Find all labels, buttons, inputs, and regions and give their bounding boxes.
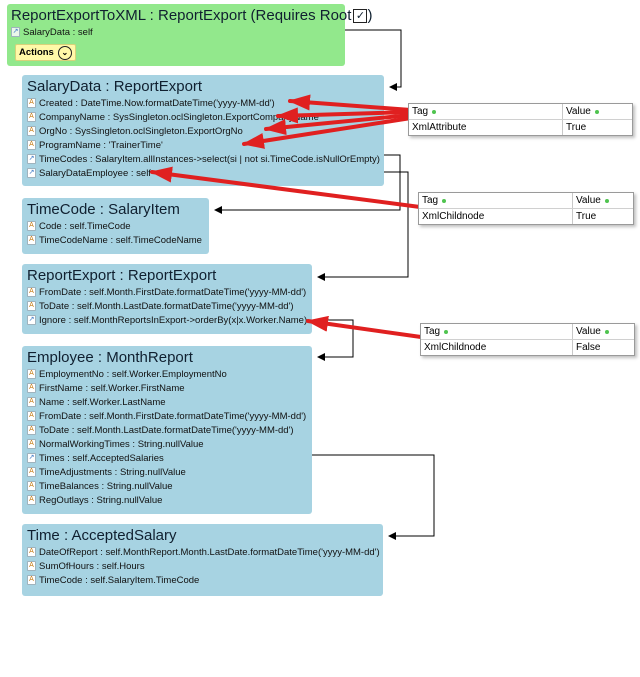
attribute-icon: A xyxy=(27,575,36,585)
requires-root-checkbox[interactable]: ✓ xyxy=(353,9,367,23)
attribute-icon: A xyxy=(27,221,36,231)
value-cell: False xyxy=(576,342,601,353)
root-class-title-text: ReportExportToXML : ReportExport (Requires Root xyxy=(11,7,352,24)
value-header-label: Value xyxy=(576,326,601,337)
attr-label: TimeBalances : String.nullValue xyxy=(39,480,173,492)
tagged-value-table-xmlattribute[interactable] xyxy=(408,103,633,136)
attr-label: Ignore : self.MonthReportsInExport->orderBy(x|x.Worker.Name) xyxy=(39,314,308,326)
filter-dot-icon xyxy=(605,199,609,203)
red-arrow-created xyxy=(290,101,411,110)
red-arrow-salarydataemployee xyxy=(152,172,420,207)
attr-label: Times : self.AcceptedSalaries xyxy=(39,452,164,464)
attribute-icon: A xyxy=(27,235,36,245)
connector-root-to-salarydata xyxy=(345,30,401,87)
attribute-icon: A xyxy=(27,98,36,108)
attribute-icon: A xyxy=(27,467,36,477)
attribute-icon: A xyxy=(27,287,36,297)
connector-salarydataemployee-to-reportexport xyxy=(318,172,408,277)
time-class-title: Time : AcceptedSalary xyxy=(27,527,177,544)
attr-label: EmploymentNo : self.Worker.EmploymentNo xyxy=(39,368,227,380)
reportexport-class-title: ReportExport : ReportExport xyxy=(27,267,217,284)
table-row[interactable] xyxy=(409,120,632,135)
tagged-value-table-xmlchildnode-true[interactable] xyxy=(418,192,634,225)
value-column-header xyxy=(563,104,599,119)
tag-cell: XmlAttribute xyxy=(409,120,563,135)
attribute-icon: A xyxy=(27,425,36,435)
value-header-label: Value xyxy=(566,106,591,117)
attribute-icon: A xyxy=(27,112,36,122)
value-column-header xyxy=(573,324,609,339)
table-row[interactable] xyxy=(419,209,633,224)
tag-column-header xyxy=(419,193,573,208)
link-attribute-icon: ↗ xyxy=(28,155,35,162)
attr-label: SalaryDataEmployee : self xyxy=(39,167,151,179)
value-header-label: Value xyxy=(576,195,601,206)
tag-header-label: Tag xyxy=(424,326,441,337)
attr-label: OrgNo : SysSingleton.oclSingleton.ExportOrgNo xyxy=(39,125,243,137)
filter-dot-icon xyxy=(595,110,599,114)
timecode-class-title: TimeCode : SalaryItem xyxy=(27,201,180,218)
link-attribute-icon: ↗ xyxy=(28,454,35,461)
tag-header-label: Tag xyxy=(422,195,439,206)
filter-dot-icon xyxy=(444,330,448,334)
attr-label: Created : DateTime.Now.formatDateTime('yyyy-MM-dd') xyxy=(39,97,275,109)
attribute-icon: A xyxy=(27,126,36,136)
table-row[interactable] xyxy=(421,340,634,355)
attribute-icon: A xyxy=(27,383,36,393)
attr-label: ToDate : self.Month.LastDate.formatDateTime('yyyy-MM-dd') xyxy=(39,424,294,436)
link-attribute-icon: ↗ xyxy=(28,169,35,176)
tag-cell: XmlChildnode xyxy=(421,340,573,355)
root-attr-label: SalaryData : self xyxy=(23,26,93,38)
attribute-icon: A xyxy=(27,397,36,407)
attr-label: CompanyName : SysSingleton.oclSingleton.ExportCompanyName xyxy=(39,111,319,123)
attr-label: TimeAdjustments : String.nullValue xyxy=(39,466,186,478)
chevron-down-icon: ⌄ xyxy=(58,46,72,60)
tag-header-label: Tag xyxy=(412,106,429,117)
attr-label: TimeCodeName : self.TimeCodeName xyxy=(39,234,202,246)
tag-column-header xyxy=(409,104,563,119)
attribute-icon: A xyxy=(27,369,36,379)
filter-dot-icon xyxy=(442,199,446,203)
attribute-icon: A xyxy=(27,481,36,491)
employee-class-title: Employee : MonthReport xyxy=(27,349,193,366)
tag-column-header xyxy=(421,324,573,339)
tag-cell: XmlChildnode xyxy=(419,209,573,224)
attribute-icon: A xyxy=(27,411,36,421)
attr-label: Name : self.Worker.LastName xyxy=(39,396,166,408)
filter-dot-icon xyxy=(605,330,609,334)
connector-times-to-time xyxy=(312,455,434,536)
link-attribute-icon: ↗ xyxy=(28,316,35,323)
attr-label: FromDate : self.Month.FirstDate.formatDateTime('yyyy-MM-dd') xyxy=(39,410,307,422)
root-class-title-close: ) xyxy=(367,7,373,24)
attr-label: TimeCode : self.SalaryItem.TimeCode xyxy=(39,574,200,586)
attr-label: TimeCodes : SalaryItem.allInstances->select(si | not si.TimeCode.isNullOrEmpty) xyxy=(39,153,380,165)
attr-label: DateOfReport : self.MonthReport.Month.LastDate.formatDateTime('yyyy-MM-dd') xyxy=(39,546,380,558)
attr-label: NormalWorkingTimes : String.nullValue xyxy=(39,438,204,450)
attribute-icon: A xyxy=(27,140,36,150)
attribute-icon: A xyxy=(27,301,36,311)
actions-label: Actions xyxy=(19,47,54,58)
attribute-icon: A xyxy=(27,547,36,557)
filter-dot-icon xyxy=(432,110,436,114)
value-column-header xyxy=(573,193,609,208)
attribute-icon: A xyxy=(27,439,36,449)
attr-label: FromDate : self.Month.FirstDate.formatDateTime('yyyy-MM-dd') xyxy=(39,286,307,298)
salarydata-class-title: SalaryData : ReportExport xyxy=(27,78,203,95)
value-cell: True xyxy=(576,211,597,222)
link-attribute-icon: ↗ xyxy=(12,28,19,35)
value-cell: True xyxy=(566,122,587,133)
attr-label: RegOutlays : String.nullValue xyxy=(39,494,163,506)
tagged-value-table-xmlchildnode-false[interactable] xyxy=(420,323,635,356)
attribute-icon: A xyxy=(27,495,36,505)
attr-label: SumOfHours : self.Hours xyxy=(39,560,145,572)
attr-label: Code : self.TimeCode xyxy=(39,220,131,232)
attr-label: FirstName : self.Worker.FirstName xyxy=(39,382,185,394)
table-header xyxy=(409,104,632,120)
table-header xyxy=(421,324,634,340)
attr-label: ProgramName : 'TrainerTime' xyxy=(39,139,163,151)
red-arrow-ignore xyxy=(308,321,421,337)
table-header xyxy=(419,193,633,209)
attribute-icon: A xyxy=(27,561,36,571)
attr-label: ToDate : self.Month.LastDate.formatDateTime('yyyy-MM-dd') xyxy=(39,300,294,312)
